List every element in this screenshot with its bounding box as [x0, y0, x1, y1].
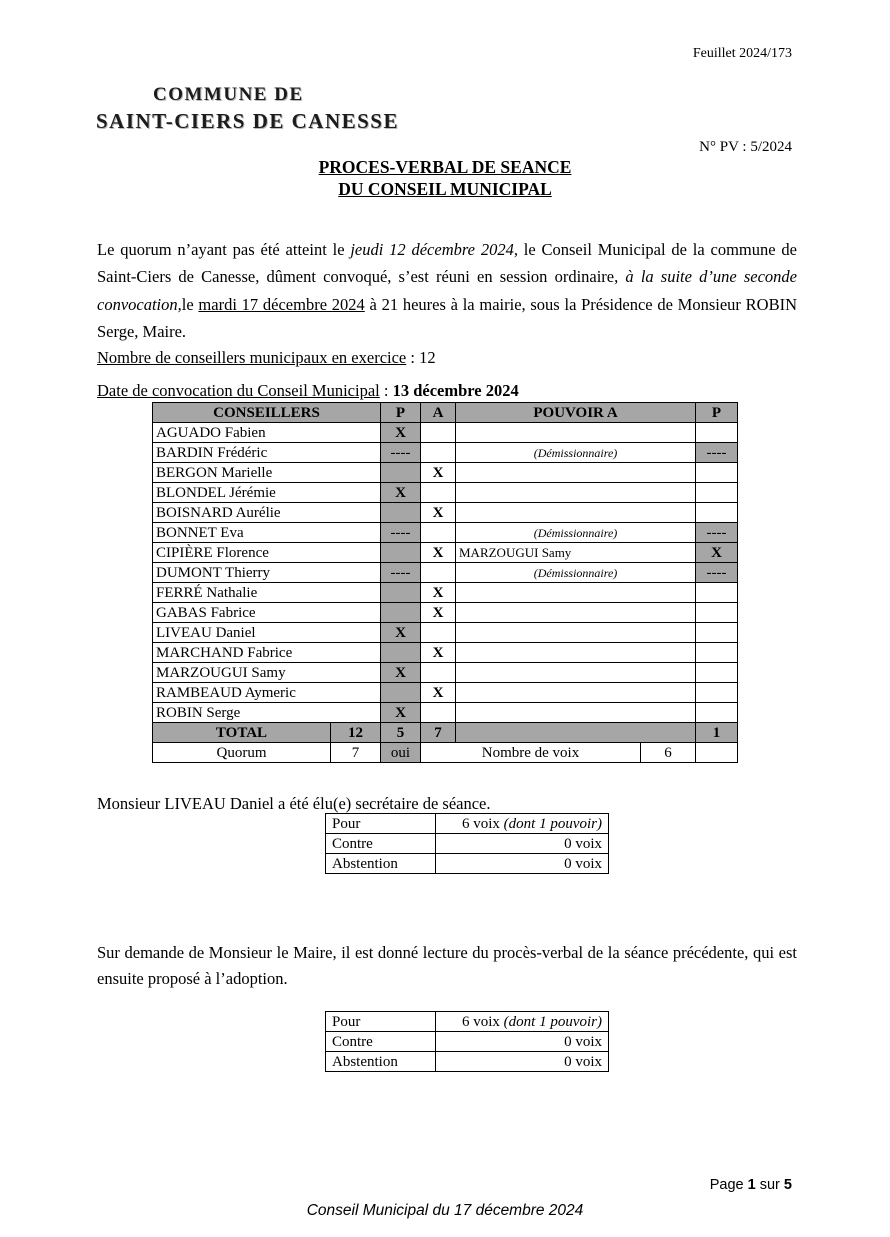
present-cell: X [381, 703, 421, 723]
header-conseillers: CONSEILLERS [153, 403, 381, 423]
absent-cell [421, 663, 456, 683]
pouvoir-cell [456, 503, 696, 523]
total-count: 12 [331, 723, 381, 743]
intro-segment: le [181, 294, 199, 314]
intro-session-date: mardi 17 décembre 2024 [198, 294, 365, 314]
pv-number: N° PV : 5/2024 [699, 139, 792, 155]
convocation-date-value: 13 décembre 2024 [392, 380, 519, 400]
pouvoir-present-cell: ---- [696, 443, 738, 463]
pouvoir-cell [456, 423, 696, 443]
pouvoir-cell: (Démissionnaire) [456, 443, 696, 463]
absent-cell: X [421, 643, 456, 663]
pouvoir-present-cell [696, 703, 738, 723]
vote-option-label: Pour [326, 1012, 436, 1032]
quorum-blank [696, 743, 738, 763]
convocation-date-label: Date de convocation du Conseil Municipal [97, 380, 380, 400]
absent-cell [421, 563, 456, 583]
intro-second-call-note: à la suite d’une seconde convocation, [97, 267, 797, 314]
vote-row [326, 814, 609, 834]
conseiller-name-cell: DUMONT Thierry [153, 563, 381, 583]
conseiller-row [153, 483, 738, 503]
present-cell: ---- [381, 443, 421, 463]
absent-cell: X [421, 463, 456, 483]
vote-table-1-wrapper [325, 813, 609, 874]
feuillet-number: Feuillet 2024/173 [692, 46, 792, 61]
present-cell [381, 683, 421, 703]
absent-cell: X [421, 543, 456, 563]
vote-option-value [436, 834, 609, 854]
conseiller-name-cell: BOISNARD Aurélie [153, 503, 381, 523]
absent-cell [421, 443, 456, 463]
vote-count: 6 voix [462, 1013, 504, 1030]
pouvoir-present-cell [696, 583, 738, 603]
vote-option-value [436, 1032, 609, 1052]
conseiller-name-cell: GABAS Fabrice [153, 603, 381, 623]
page-prefix: Page [709, 1177, 748, 1193]
absent-cell [421, 483, 456, 503]
total-label: TOTAL [153, 723, 331, 743]
lecture-paragraph: Sur demande de Monsieur le Maire, il est donné lecture du procès-verbal de la séance précédente, qui est ensuite proposé à l’adoption. [97, 942, 797, 988]
conseillers-count-line [97, 348, 436, 368]
conseiller-row [153, 523, 738, 543]
convocation-date-line [97, 381, 519, 401]
conseillers-body [153, 423, 738, 723]
pouvoir-present-cell: X [696, 543, 738, 563]
conseiller-row [153, 663, 738, 683]
conseillers-table-wrapper [152, 402, 738, 763]
present-cell: X [381, 663, 421, 683]
vote-row [326, 834, 609, 854]
pouvoir-cell [456, 703, 696, 723]
intro-paragraph [97, 236, 797, 346]
vote-option-label: Contre [326, 834, 436, 854]
intro-segment: à 21 heures à la mairie, sous la Présidence de Monsieur ROBIN Serge, Maire. [97, 294, 797, 341]
total-pouvoir-blank [456, 723, 696, 743]
vote-count-note: (dont 1 pouvoir) [503, 1013, 602, 1030]
absent-cell: X [421, 603, 456, 623]
present-cell: X [381, 423, 421, 443]
intro-segment: Le quorum n’ayant pas été atteint le [97, 239, 351, 259]
conseiller-name-cell: LIVEAU Daniel [153, 623, 381, 643]
quorum-label: Quorum [153, 743, 331, 763]
present-cell [381, 583, 421, 603]
conseiller-row [153, 703, 738, 723]
pouvoir-present-cell [696, 463, 738, 483]
table-header-row [153, 403, 738, 423]
pouvoir-cell [456, 663, 696, 683]
vote-option-label: Abstention [326, 1052, 436, 1072]
present-cell: ---- [381, 563, 421, 583]
pouvoir-cell: MARZOUGUI Samy [456, 543, 696, 563]
header-pouvoir: POUVOIR A [456, 403, 696, 423]
conseiller-row [153, 583, 738, 603]
vote-count-note: (dont 1 pouvoir) [503, 815, 602, 832]
conseiller-name-cell: AGUADO Fabien [153, 423, 381, 443]
vote-row [326, 1032, 609, 1052]
title-line-2: DU CONSEIL MUNICIPAL [338, 179, 552, 199]
total-absent: 7 [421, 723, 456, 743]
pouvoir-present-cell: ---- [696, 523, 738, 543]
conseiller-name-cell: RAMBEAUD Aymeric [153, 683, 381, 703]
page-total: 5 [783, 1177, 792, 1193]
present-cell [381, 543, 421, 563]
conseiller-row [153, 683, 738, 703]
absent-cell [421, 423, 456, 443]
present-cell [381, 463, 421, 483]
pouvoir-cell [456, 603, 696, 623]
commune-line-2: SAINT-CIERS DE CANESSE [96, 109, 399, 133]
present-cell [381, 503, 421, 523]
title-line-1: PROCES-VERBAL DE SEANCE [318, 157, 572, 177]
vote-table-2-wrapper [325, 1011, 609, 1072]
absent-cell: X [421, 503, 456, 523]
page-number [710, 1177, 792, 1193]
convocation-separator: : [379, 380, 393, 400]
pouvoir-cell [456, 583, 696, 603]
conseiller-row [153, 563, 738, 583]
pouvoir-cell [456, 643, 696, 663]
conseiller-name-cell: FERRÉ Nathalie [153, 583, 381, 603]
conseiller-name-cell: ROBIN Serge [153, 703, 381, 723]
conseiller-row [153, 643, 738, 663]
vote-count: 0 voix [564, 1033, 602, 1050]
pouvoir-present-cell [696, 503, 738, 523]
vote-option-label: Pour [326, 814, 436, 834]
quorum-value: 7 [331, 743, 381, 763]
present-cell: X [381, 483, 421, 503]
vote-count: 0 voix [564, 855, 602, 872]
vote-table-2 [325, 1011, 609, 1072]
vote-row [326, 1012, 609, 1032]
vote-option-label: Abstention [326, 854, 436, 874]
pouvoir-cell [456, 683, 696, 703]
pouvoir-cell: (Démissionnaire) [456, 563, 696, 583]
present-cell: ---- [381, 523, 421, 543]
absent-cell: X [421, 583, 456, 603]
conseillers-table [152, 402, 738, 763]
conseiller-row [153, 603, 738, 623]
intro-segment: , le Conseil Municipal de la commune de Saint-Ciers de Canesse, dûment convoqué, s’est réuni en session ordinaire, [97, 239, 797, 286]
header-pouvoir-present: P [696, 403, 738, 423]
conseiller-name-cell: BERGON Marielle [153, 463, 381, 483]
conseiller-row [153, 623, 738, 643]
total-pouvoir-count: 1 [696, 723, 738, 743]
pouvoir-present-cell [696, 683, 738, 703]
conseiller-name-cell: MARCHAND Fabrice [153, 643, 381, 663]
vote-row [326, 1052, 609, 1072]
conseillers-count-label: Nombre de conseillers municipaux en exercice [97, 347, 407, 367]
vote-count: 6 voix [462, 815, 504, 832]
absent-cell [421, 523, 456, 543]
vote-row [326, 854, 609, 874]
absent-cell [421, 623, 456, 643]
vote-option-label: Contre [326, 1032, 436, 1052]
quorum-atteint: oui [381, 743, 421, 763]
header-absent: A [421, 403, 456, 423]
pouvoir-present-cell [696, 603, 738, 623]
present-cell [381, 603, 421, 623]
absent-cell [421, 703, 456, 723]
present-cell: X [381, 623, 421, 643]
page-separator: sur [755, 1177, 784, 1193]
vote-count: 0 voix [564, 835, 602, 852]
conseiller-name-cell: CIPIÈRE Florence [153, 543, 381, 563]
session-footer: Conseil Municipal du 17 décembre 2024 [306, 1202, 584, 1219]
present-cell [381, 643, 421, 663]
conseiller-row [153, 443, 738, 463]
pouvoir-cell: (Démissionnaire) [456, 523, 696, 543]
vote-count: 0 voix [564, 1053, 602, 1070]
voix-label: Nombre de voix [421, 743, 641, 763]
vote-option-value [436, 1012, 609, 1032]
absent-cell: X [421, 683, 456, 703]
commune-heading [96, 84, 399, 134]
pouvoir-cell [456, 623, 696, 643]
quorum-row [153, 743, 738, 763]
conseiller-name-cell: BARDIN Frédéric [153, 443, 381, 463]
pouvoir-present-cell [696, 643, 738, 663]
page-current: 1 [747, 1177, 756, 1193]
conseiller-row [153, 503, 738, 523]
vote-option-value [436, 814, 609, 834]
conseiller-row [153, 423, 738, 443]
intro-date-first-call: jeudi 12 décembre 2024 [350, 239, 514, 259]
header-present: P [381, 403, 421, 423]
conseiller-row [153, 543, 738, 563]
conseiller-row [153, 463, 738, 483]
secretary-line: Monsieur LIVEAU Daniel a été élu(e) secrétaire de séance. [97, 793, 491, 813]
vote-table-1 [325, 813, 609, 874]
conseiller-name-cell: BONNET Eva [153, 523, 381, 543]
pouvoir-present-cell: ---- [696, 563, 738, 583]
total-present: 5 [381, 723, 421, 743]
pouvoir-present-cell [696, 623, 738, 643]
conseillers-count-value: : 12 [406, 347, 436, 367]
vote-option-value [436, 854, 609, 874]
vote-option-value [436, 1052, 609, 1072]
voix-value: 6 [641, 743, 696, 763]
pouvoir-present-cell [696, 423, 738, 443]
pouvoir-cell [456, 463, 696, 483]
document-title [0, 156, 890, 200]
pouvoir-present-cell [696, 663, 738, 683]
conseiller-name-cell: BLONDEL Jérémie [153, 483, 381, 503]
total-row [153, 723, 738, 743]
pouvoir-cell [456, 483, 696, 503]
pouvoir-present-cell [696, 483, 738, 503]
conseiller-name-cell: MARZOUGUI Samy [153, 663, 381, 683]
commune-line-1: COMMUNE DE [153, 84, 304, 105]
